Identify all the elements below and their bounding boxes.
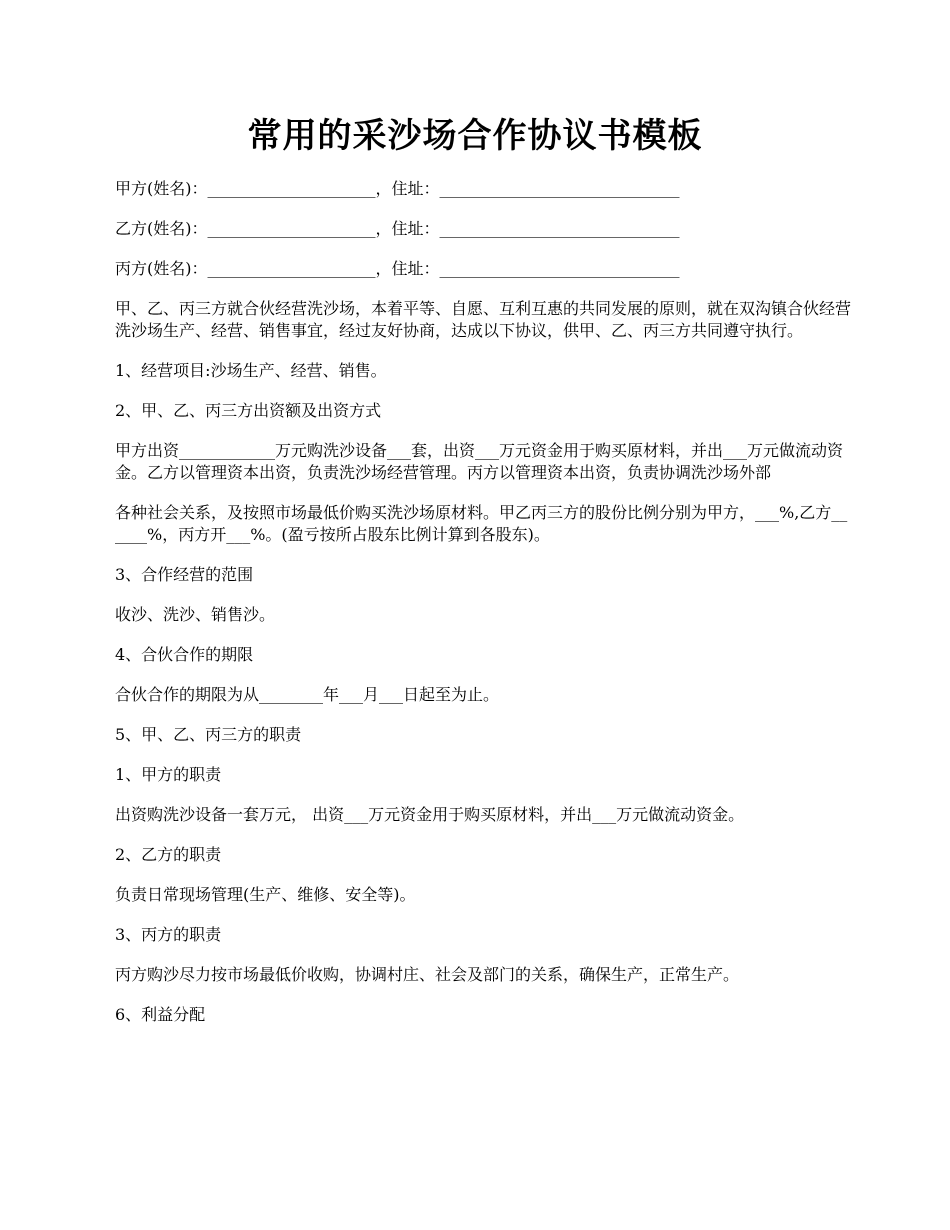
section-6-heading: 6、利益分配 (115, 1005, 206, 1024)
party-a-duty-paragraph: 出资购洗沙设备一套万元， 出资___万元资金用于购买原材料，并出___万元做流动资金。 (115, 805, 745, 824)
preamble-paragraph: 甲、乙、丙三方就合伙经营洗沙场，本着平等、自愿、互利互惠的共同发展的原则，就在双沟镇合伙经营洗沙场生产、经营、销售事宜，经过友好协商，达成以下协议，供甲、乙、丙三方共同遵守执行。 (115, 299, 852, 340)
party-a-duty-heading: 1、甲方的职责 (115, 765, 222, 784)
section-3-heading: 3、合作经营的范围 (115, 565, 254, 584)
section-1-heading: 1、经营项目:沙场生产、经营、销售。 (115, 361, 387, 380)
section-4-heading: 4、合伙合作的期限 (115, 645, 254, 664)
party-c-line: 丙方(姓名)：_____________________，住址：______________________________ (115, 259, 680, 278)
party-b-duty-paragraph: 负责日常现场管理(生产、维修、安全等)。 (115, 885, 416, 904)
document-body (115, 178, 855, 1044)
party-a-line: 甲方(姓名)：_____________________，住址：______________________________ (115, 179, 680, 198)
party-b-duty-heading: 2、乙方的职责 (115, 845, 222, 864)
scope-paragraph: 收沙、洗沙、销售沙。 (115, 605, 276, 624)
section-5-heading: 5、甲、乙、丙三方的职责 (115, 725, 302, 744)
document-title: 常用的采沙场合作协议书模板 (247, 116, 703, 156)
share-ratio-paragraph: 各种社会关系，及按照市场最低价购买洗沙场原材料。甲乙丙三方的股份比例分别为甲方，___%,乙方______%，丙方开___%。(盈亏按所占股东比例计算到各股东)。 (115, 503, 848, 544)
section-2-heading: 2、甲、乙、丙三方出资额及出资方式 (115, 401, 382, 420)
investment-paragraph: 甲方出资____________万元购洗沙设备___套，出资___万元资金用于购买原材料，并出___万元做流动资金。乙方以管理资本出资，负责洗沙场经营管理。丙方以管理资本出资，负责协调洗沙场外部 (115, 441, 844, 482)
term-paragraph: 合伙合作的期限为从________年___月___日起至为止。 (115, 685, 500, 704)
party-c-duty-paragraph: 丙方购沙尽力按市场最低价收购，协调村庄、社会及部门的关系，确保生产，正常生产。 (115, 965, 740, 984)
party-b-line: 乙方(姓名)：_____________________，住址：______________________________ (115, 219, 680, 238)
party-c-duty-heading: 3、丙方的职责 (115, 925, 222, 944)
